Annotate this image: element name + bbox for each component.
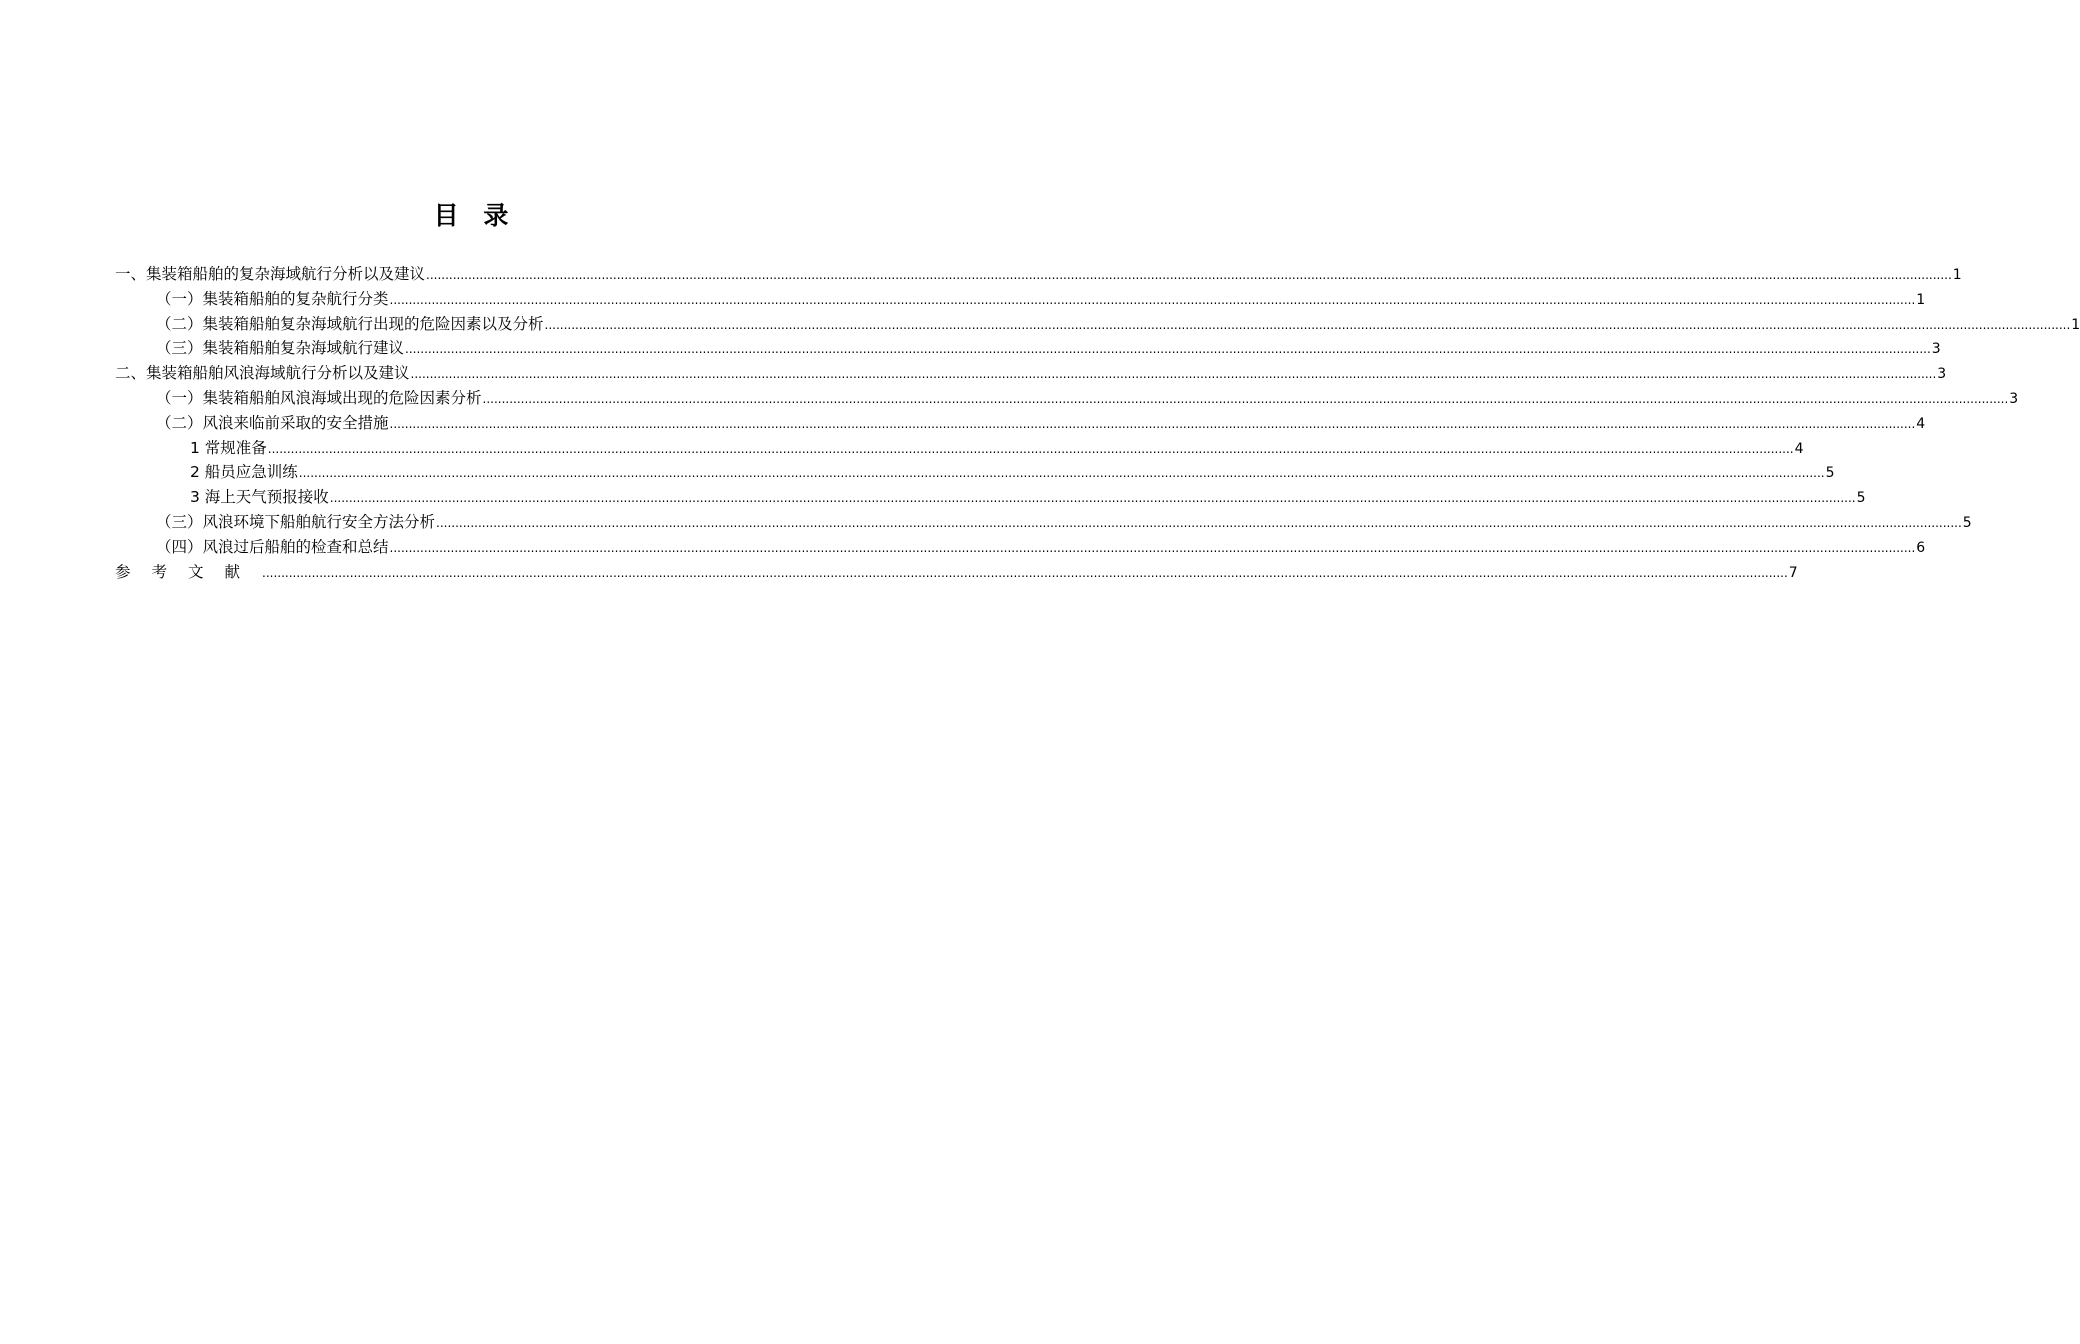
toc-entry-text: 2 船员应急训练 [190, 463, 298, 482]
toc-entry[interactable] [115, 510, 1972, 535]
toc-entry[interactable] [115, 262, 1962, 287]
toc-dot-leader: ................................................................................................................................................................................................................................................................................................................................................................................................................ [389, 292, 1916, 307]
toc-entry-text: 参考文献 [115, 562, 262, 581]
toc-page-number: 6 [1916, 539, 1926, 556]
toc-dot-leader: ................................................................................................................................................................................................................................................................................................................................................................................................................ [329, 491, 1856, 506]
toc-entry[interactable] [115, 535, 1926, 560]
toc-dot-leader: ................................................................................................................................................................................................................................................................................................................................................................................................................ [482, 391, 2009, 406]
toc-entry-text: （三）风浪环境下船舶航行安全方法分析 [156, 512, 436, 531]
toc-entry-text: （一）集装箱船舶风浪海域出现的危险因素分析 [156, 388, 482, 407]
toc-entry[interactable] [115, 336, 1941, 361]
toc-dot-leader: ................................................................................................................................................................................................................................................................................................................................................................................................................ [426, 268, 1952, 282]
toc-page-number: 5 [1962, 514, 1972, 531]
toc-page-number: 4 [1794, 440, 1804, 457]
toc-entry[interactable] [115, 361, 1947, 386]
toc-dot-leader: ................................................................................................................................................................................................................................................................................................................................................................................................................ [410, 367, 1937, 382]
toc-entry[interactable] [115, 287, 1926, 312]
toc-entry-text: 3 海上天气预报接收 [190, 488, 329, 507]
toc-entry-text: （四）风浪过后船舶的检查和总结 [156, 537, 389, 556]
toc-page-number: 7 [1788, 564, 1798, 581]
toc-page-number: 1 [2071, 316, 2080, 333]
toc-dot-leader: ................................................................................................................................................................................................................................................................................................................................................................................................................ [298, 466, 1825, 481]
toc-entry-text: 二、集装箱船舶风浪海域航行分析以及建议 [115, 364, 410, 383]
toc-entry[interactable] [115, 411, 1926, 436]
toc-dot-leader: ................................................................................................................................................................................................................................................................................................................................................................................................................ [405, 342, 1931, 357]
toc-dot-leader: ................................................................................................................................................................................................................................................................................................................................................................................................................ [389, 416, 1916, 431]
toc-title: 目 录 [433, 201, 517, 230]
toc-entry[interactable] [115, 560, 1798, 585]
toc-entry-text: （三）集装箱船舶复杂海域航行建议 [156, 339, 405, 358]
toc-entry-text: （二）风浪来临前采取的安全措施 [156, 413, 389, 432]
toc-page-number: 5 [1856, 490, 1866, 507]
toc-entry[interactable] [115, 436, 1804, 461]
toc-page-number: 4 [1916, 415, 1926, 432]
toc-entry-text: 1 常规准备 [190, 438, 267, 457]
toc-entry[interactable] [115, 386, 2019, 411]
toc-dot-leader: ................................................................................................................................................................................................................................................................................................................................................................................................................ [262, 565, 1788, 580]
toc-entry[interactable] [115, 460, 1835, 485]
toc-entry[interactable] [115, 485, 1866, 510]
toc-entry-text: 一、集装箱船舶的复杂海域航行分析以及建议 [115, 265, 426, 283]
toc-entry-text: （一）集装箱船舶的复杂航行分类 [156, 289, 389, 308]
toc-page-number: 3 [1937, 366, 1947, 383]
toc-page-number: 5 [1825, 465, 1835, 482]
toc-page-number: 1 [1952, 267, 1962, 283]
toc-page-number: 3 [1931, 341, 1941, 358]
toc-page-number: 3 [2009, 390, 2019, 407]
toc-entry-text: （二）集装箱船舶复杂海域航行出现的危险因素以及分析 [156, 314, 544, 333]
toc-dot-leader: ................................................................................................................................................................................................................................................................................................................................................................................................................ [267, 441, 1794, 456]
toc-dot-leader: ................................................................................................................................................................................................................................................................................................................................................................................................................ [544, 317, 2071, 332]
toc-entry[interactable] [115, 312, 2080, 337]
toc-list [115, 262, 2080, 584]
toc-dot-leader: ................................................................................................................................................................................................................................................................................................................................................................................................................ [436, 515, 1962, 530]
toc-dot-leader: ................................................................................................................................................................................................................................................................................................................................................................................................................ [389, 540, 1916, 555]
toc-page-number: 1 [1916, 291, 1926, 308]
